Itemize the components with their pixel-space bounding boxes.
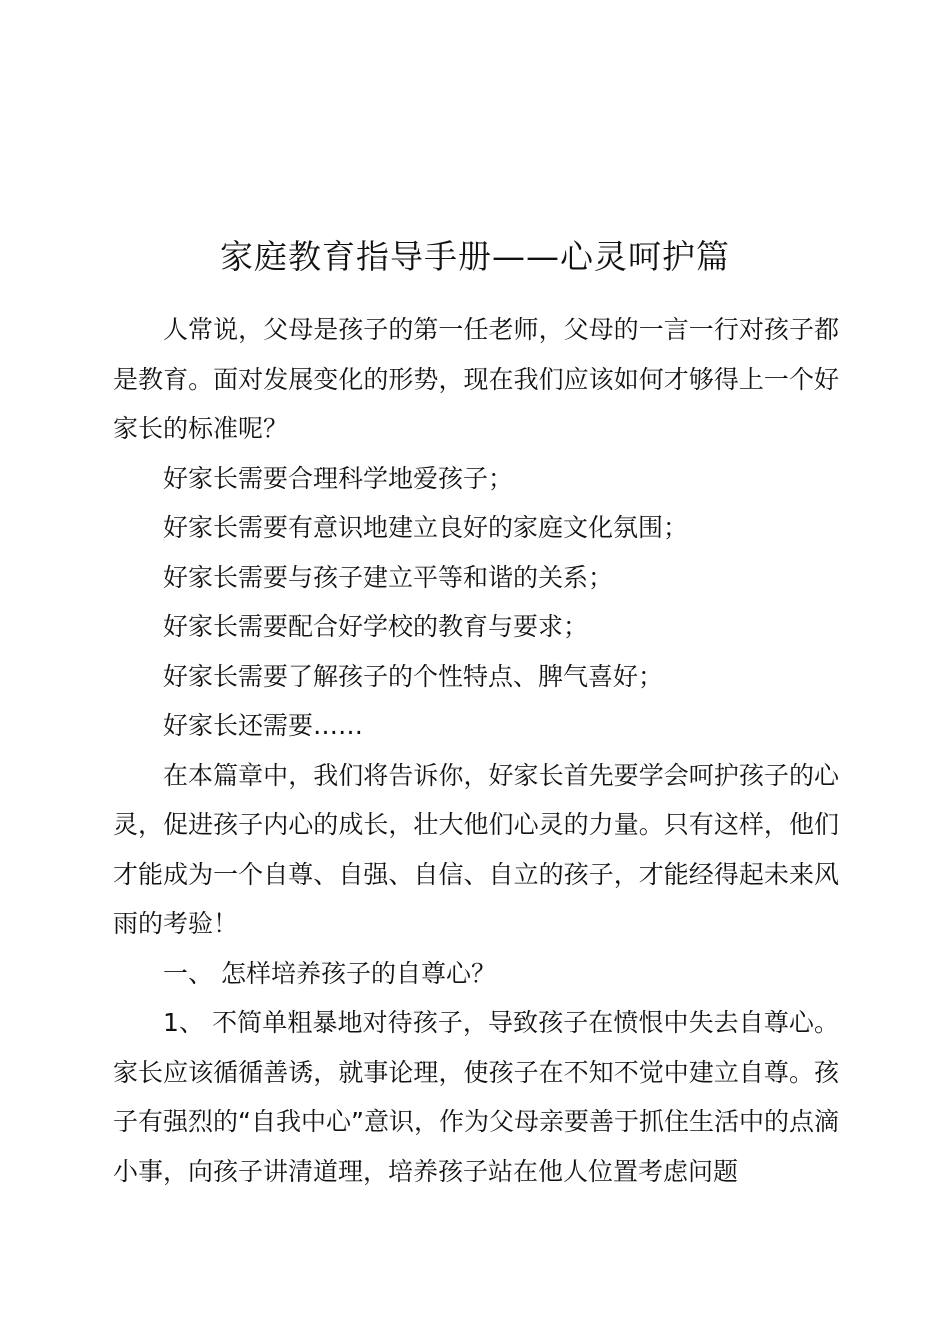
list-item: 好家长还需要…… — [163, 711, 364, 740]
list-item: 好家长需要与孩子建立平等和谐的关系； — [163, 562, 614, 592]
list-item: 好家长需要了解孩子的个性特点、脾气喜好； — [163, 661, 664, 691]
list-item: 好家长需要有意识地建立良好的家庭文化氛围； — [163, 513, 689, 542]
document-body — [113, 305, 839, 1196]
chapter-intro-paragraph: 在本篇章中，我们将告诉你，好家长首先要学会呵护孩子的心灵，促进孩子内心的成长，壮大他们心灵的力量。只有这样，他们才能成为一个自尊、自强、自信、自立的孩子，才能经得起未来风雨的考验！ — [113, 760, 839, 938]
intro-paragraph: 人常说，父母是孩子的第一任老师，父母的一言一行对孩子都是教育。面对发展变化的形势，现在我们应该如何才够得上一个好家长的标准呢？ — [113, 315, 839, 443]
list-item: 好家长需要合理科学地爱孩子； — [163, 463, 514, 493]
section-paragraph: 1、 不简单粗暴地对待孩子，导致孩子在愤恨中失去自尊心。家长应该循循善诱，就事论理，使孩子在不知不觉中建立自尊。孩子有强烈的“自我中心”意识，作为父母亲要善于抓住生活中的点滴小事，向孩子讲清道理，培养孩子站在他人位置考虑问题 — [113, 1008, 839, 1186]
document-title: 家庭教育指导手册——心灵呵护篇 — [220, 237, 730, 276]
section-heading: 一、 怎样培养孩子的自尊心？ — [163, 958, 496, 988]
list-item: 好家长需要配合好学校的教育与要求； — [163, 612, 589, 641]
